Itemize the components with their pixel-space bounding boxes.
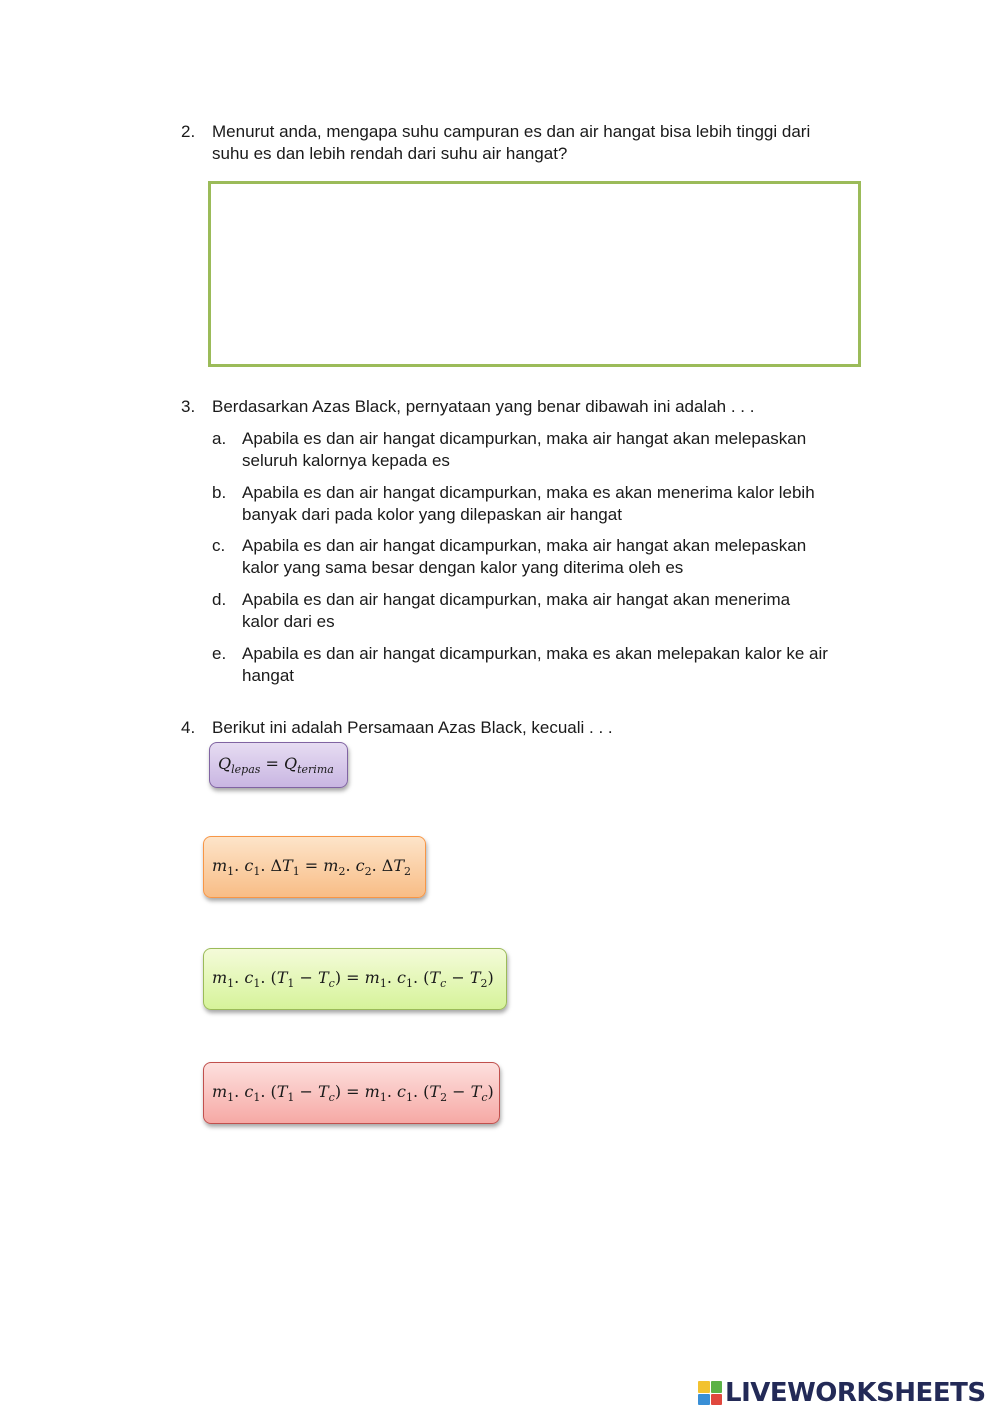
brand-name: LIVEWORKSHEETS — [725, 1378, 986, 1408]
option-text-line1: Apabila es dan air hangat dicampurkan, maka air hangat akan menerima — [242, 590, 791, 609]
equation-text: $m_1$. $c_1$. $\Delta T_1 = m_2$. $c_2$. $\Delta T_2$ — [212, 856, 412, 878]
option-text-line1: Apabila es dan air hangat dicampurkan, maka es akan menerima kalor lebih — [242, 483, 815, 502]
option-e[interactable] — [212, 643, 882, 687]
option-text-line1: Apabila es dan air hangat dicampurkan, maka es akan melepakan kalor ke air — [242, 644, 828, 663]
option-a[interactable] — [212, 428, 882, 472]
question-number: 4. — [181, 718, 196, 737]
option-letter: a. — [212, 429, 227, 448]
liveworksheets-logo-icon — [698, 1381, 722, 1405]
option-b[interactable] — [212, 482, 882, 526]
option-text-line2: seluruh kalornya kepada es — [242, 451, 450, 470]
option-letter: c. — [212, 536, 226, 555]
question-text-line1: Menurut anda, mengapa suhu campuran es dan air hangat bisa lebih tinggi dari — [212, 122, 811, 141]
option-c[interactable] — [212, 535, 882, 579]
equation-card-t2-minus-tc[interactable] — [203, 1062, 500, 1124]
option-letter: d. — [212, 590, 227, 609]
option-text-line2: kalor yang sama besar dengan kalor yang diterima oleh es — [242, 558, 684, 577]
equation-card-tc-minus-t2[interactable] — [203, 948, 507, 1010]
option-text-line1: Apabila es dan air hangat dicampurkan, maka air hangat akan melepaskan — [242, 536, 807, 555]
liveworksheets-brand — [698, 1378, 986, 1408]
option-text-line2: hangat — [242, 666, 294, 685]
option-text-line1: Apabila es dan air hangat dicampurkan, maka air hangat akan melepaskan — [242, 429, 807, 448]
option-letter: b. — [212, 483, 227, 502]
question-3 — [181, 396, 881, 418]
question-2 — [181, 121, 881, 167]
option-text-line2: kalor dari es — [242, 612, 335, 631]
equation-text: $m_1$. $c_1$. $(T_1 - T_c) = m_1$. $c_1$. $(T_c - T_2)$ — [212, 968, 494, 990]
equation-text: $Q_{lepas} = Q_{terima}$ — [218, 754, 334, 776]
equation-card-delta-t[interactable] — [203, 836, 426, 898]
option-d[interactable] — [212, 589, 882, 633]
equation-card-q-lepas-terima[interactable] — [209, 742, 348, 788]
question-number: 2. — [181, 122, 196, 141]
option-letter: e. — [212, 644, 227, 663]
question-text: Berdasarkan Azas Black, pernyataan yang benar dibawah ini adalah . . . — [212, 397, 755, 416]
question-number: 3. — [181, 397, 196, 416]
option-text-line2: banyak dari pada kolor yang dilepaskan air hangat — [242, 505, 622, 524]
question-4 — [181, 717, 881, 739]
question-text-line2: suhu es dan lebih rendah dari suhu air hangat? — [212, 144, 568, 163]
question-text: Berikut ini adalah Persamaan Azas Black, kecuali . . . — [212, 718, 613, 737]
equation-text: $m_1$. $c_1$. $(T_1 - T_c) = m_1$. $c_1$. $(T_2 - T_c)$ — [212, 1082, 494, 1104]
answer-textbox[interactable] — [208, 181, 861, 367]
